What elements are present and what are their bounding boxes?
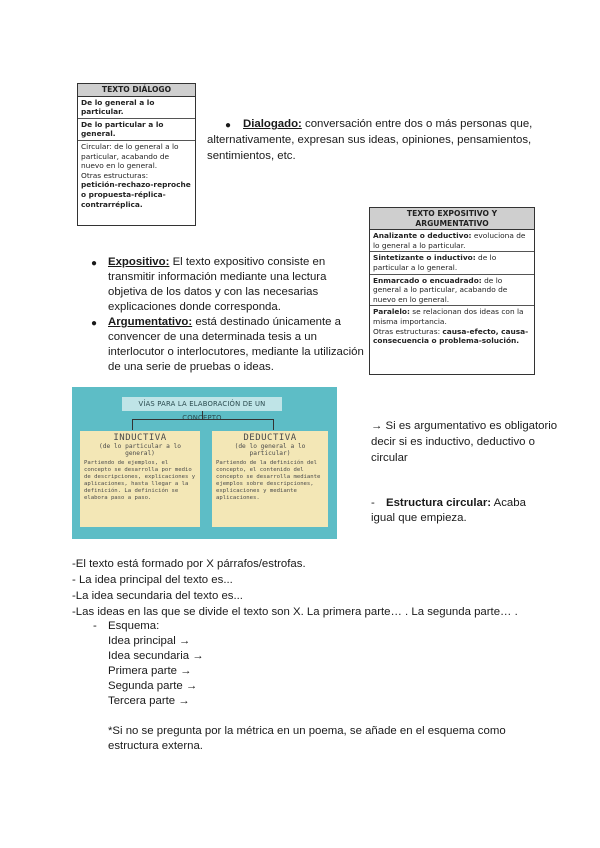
dialogado-line-3: sentimientos, etc. [207,150,296,162]
connector-line [132,419,274,430]
table-header: TEXTO DIÁLOGO [78,84,195,97]
table-row: De lo general a lo particular. [78,97,195,119]
expositivo-line-1: Expositivo: El texto expositivo consiste en [108,256,326,268]
diagram-title: VÍAS PARA LA ELABORACIÓN DE UN CONCEPTO [122,397,282,411]
bullet-icon: ● [225,120,232,131]
card-title: INDUCTIVA [113,433,167,443]
bullet-icon: ● [91,318,98,329]
note-line-2: decir si es inductivo, deductivo o [371,436,535,448]
estructura-circular-line-2: igual que empieza. [371,512,467,524]
bullet-icon: ● [91,258,98,269]
argumentativo-line-4: de una serie de pruebas o ideas. [108,361,274,373]
template-line: - La idea principal del texto es... [72,574,233,586]
note-line-3: circular [371,452,408,464]
table-header: TEXTO EXPOSITIVO Y ARGUMENTATIVO [370,208,534,230]
expositivo-line-2: transmitir información mediante una lectura [108,271,327,283]
note-line-1: → Si es argumentativo es obligatorio [371,420,558,432]
argumentativo-line-2: convencer de una determinada tesis a un [108,331,317,343]
esquema-item: Idea principal → [108,635,191,647]
dialogado-line-2: alternativamente, expresan sus ideas, opiniones, pensamientos, [207,134,532,146]
card-subtitle: (de lo particular a lo general) [99,443,181,457]
dash-marker: - [93,620,97,632]
card-subtitle: (de lo general a lo particular) [234,443,306,457]
table-row: Paralelo: se relacionan dos ideas con la misma importancia. Otras estructuras: causa-efecto, causa-consecuencia o problema-solución. [373,307,529,346]
table-row: Enmarcado o encuadrado: de lo general a lo particular, acabando de nuevo en lo general. [370,275,534,307]
card-deductiva [212,431,328,527]
esquema-title: Esquema: [108,620,160,632]
connector-line [202,411,203,419]
argumentativo-line-1: Argumentativo: está destinado únicamente a [108,316,341,328]
card-title: DEDUCTIVA [243,433,297,443]
template-line: -La idea secundaria del texto es... [72,590,243,602]
esquema-note-line-1: *Si no se pregunta por la métrica en un poema, se añade en el esquema como [108,725,506,737]
dialogado-line-1: Dialogado: conversación entre dos o más personas que, [243,118,533,130]
esquema-item: Tercera parte → [108,695,190,707]
card-body: Partiendo de ejemplos, el concepto se desarrolla por medio de descripciones, explicaciones y aplicaciones, hasta llegar a la definición. La definición se elabora paso a paso. [84,460,196,501]
card-inductiva [80,431,200,527]
card-body: Partiendo de la definición del concepto, el contenido del concepto se desarrolla mediante ejemplos sobre descripciones, explicaciones y mediante aplicaciones. [216,460,321,501]
table-texto-expositivo [369,207,535,375]
table-row: Analizante o deductivo: evoluciona de lo general a lo particular. [370,230,534,252]
table-row: Circular: de lo general a lo particular, acabando de nuevo en lo general. Otras estructuras: petición-rechazo-reproche o propuesta-réplica-contrarréplica. [81,141,191,209]
table-row: De lo particular a lo general. [78,119,195,141]
table-row: Sintetizante o inductivo: de lo particular a lo general. [370,252,534,274]
esquema-item: Idea secundaria → [108,650,204,662]
argumentativo-line-3: interlocutor o interlocutores, mediante la utilización [108,346,364,358]
esquema-note-line-2: estructura externa. [108,740,203,752]
expositivo-line-4: explicaciones donde corresponda. [108,301,281,313]
diagram-vias-concepto [72,387,337,539]
esquema-item: Primera parte → [108,665,192,677]
dash-marker: - [371,497,375,509]
expositivo-line-3: objetiva de los datos y con las necesarias [108,286,319,298]
table-texto-dialogo [77,83,196,226]
estructura-circular-line-1: Estructura circular: Acaba [386,497,526,509]
template-line: -El texto está formado por X párrafos/estrofas. [72,558,306,570]
esquema-item: Segunda parte → [108,680,198,692]
template-line: -Las ideas en las que se divide el texto son X. La primera parte… . La segunda parte… . [72,606,518,618]
